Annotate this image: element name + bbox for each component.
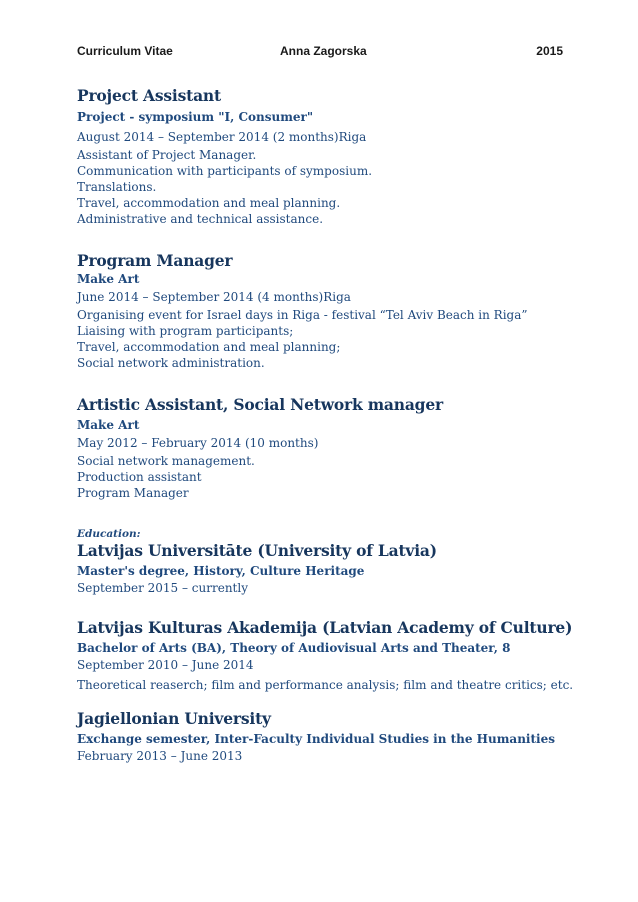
job-title: Program Manager [77,251,233,270]
job-description-line: Assistant of Project Manager. [77,148,257,162]
job-date: August 2014 – September 2014 (2 months)Riga [77,130,367,144]
institution-name: Latvijas Universitāte (University of Latvia) [77,541,437,560]
job-description-line: Translations. [77,180,157,194]
job-entry [77,86,577,227]
job-entry [77,395,577,501]
education-entry [77,618,577,693]
job-date: June 2014 – September 2014 (4 months)Riga [77,290,351,304]
job-description-line: Communication with participants of symposium. [77,164,373,178]
job-project: Make Art [77,272,140,286]
degree: Master's degree, History, Culture Heritage [77,564,365,578]
job-description [77,147,577,227]
education-date: September 2010 – June 2014 [77,658,254,672]
education-entry [77,709,577,764]
institution-name: Jagiellonian University [77,709,271,728]
job-description-line: Social network management. [77,454,255,468]
job-description [77,453,577,501]
job-description-line: Organising event for Israel days in Riga - festival “Tel Aviv Beach in Riga” [77,308,528,322]
header-name: Anna Zagorska [280,44,367,58]
education-date: September 2015 – currently [77,581,248,595]
education-entry [77,541,577,596]
job-description-line: Liaising with program participants; [77,324,294,338]
job-entry [77,251,577,371]
job-description-line: Travel, accommodation and meal planning; [77,340,341,354]
job-title: Artistic Assistant, Social Network manager [77,395,443,414]
institution-name: Latvijas Kulturas Akademija (Latvian Academy of Culture) [77,618,573,637]
job-project: Project - symposium "I, Consumer" [77,110,314,124]
job-description [77,307,577,371]
job-description-line: Social network administration. [77,356,265,370]
job-title: Project Assistant [77,86,221,105]
degree: Exchange semester, Inter-Faculty Individual Studies in the Humanities [77,732,555,746]
education-note: Theoretical reaserch; film and performance analysis; film and theatre critics; etc. [77,678,574,692]
page-header [77,44,563,60]
job-description-line: Program Manager [77,486,189,500]
job-description-line: Travel, accommodation and meal planning. [77,196,341,210]
education-label: Education: [77,528,141,540]
education-date: February 2013 – June 2013 [77,749,243,763]
cv-content [77,86,577,764]
header-year: 2015 [536,44,563,58]
job-description-line: Production assistant [77,470,202,484]
degree: Bachelor of Arts (BA), Theory of Audiovisual Arts and Theater, 8 [77,641,511,655]
job-project: Make Art [77,418,140,432]
header-document-type: Curriculum Vitae [77,44,173,58]
job-date: May 2012 – February 2014 (10 months) [77,436,319,450]
job-description-line: Administrative and technical assistance. [77,212,324,226]
